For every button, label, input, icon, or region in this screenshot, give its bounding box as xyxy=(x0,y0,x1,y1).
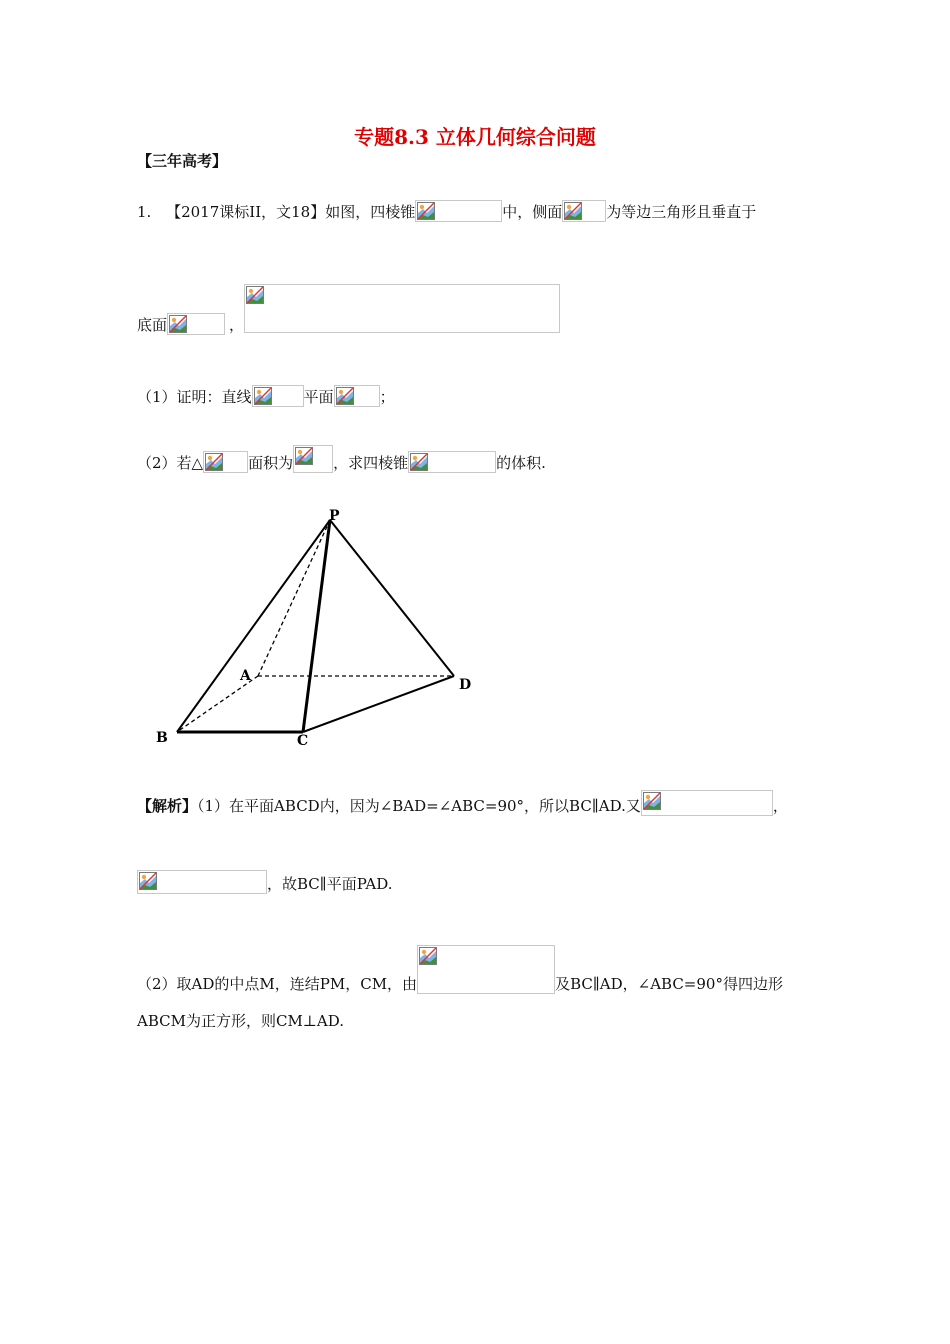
section-header: 【三年高考】 xyxy=(137,152,228,170)
question-text: 中，侧面 xyxy=(502,203,563,221)
question-text: （1）证明：直线 xyxy=(137,388,252,406)
vertex-label-D: D xyxy=(459,677,472,693)
question-text: ； xyxy=(379,388,395,406)
question-text: 为等边三角形且垂直于 xyxy=(606,203,757,221)
broken-image-icon xyxy=(169,315,187,333)
solution-text: （2）取AD的中点M，连结PM，CM，由 xyxy=(137,975,418,993)
solution-line-1 xyxy=(137,790,788,816)
formula-image xyxy=(293,445,333,473)
solution-text: （1）在平面ABCD内，因为∠BAD=∠ABC=90°，所以BC∥AD.又 xyxy=(197,797,641,815)
formula-image-large xyxy=(417,945,555,994)
formula-image xyxy=(252,385,304,407)
formula-image xyxy=(641,790,773,816)
page-title: 专题8.3 立体几何综合问题 xyxy=(354,125,596,149)
question-text: （2）若△ xyxy=(137,454,204,472)
formula-image xyxy=(167,313,225,335)
formula-image xyxy=(203,451,248,473)
solution-line-4: ABCM为正方形，则CM⊥AD. xyxy=(137,1012,345,1030)
question-text: 的体积. xyxy=(496,454,546,472)
broken-image-icon xyxy=(643,792,661,810)
question-1-line-1 xyxy=(137,200,756,222)
broken-image-icon xyxy=(410,453,428,471)
question-number: 1. xyxy=(137,203,152,221)
solution-line-2 xyxy=(137,870,393,894)
broken-image-icon xyxy=(417,202,435,220)
broken-image-icon xyxy=(564,202,582,220)
question-text: 底面 xyxy=(137,316,168,334)
question-source: 【2017课标II，文18】 xyxy=(166,203,326,221)
broken-image-icon xyxy=(205,453,223,471)
vertex-label-P: P xyxy=(329,508,340,524)
solution-tag: 【解析】 xyxy=(137,797,198,815)
vertex-label-B: B xyxy=(156,730,168,746)
formula-image xyxy=(562,200,606,222)
edge-PD xyxy=(330,520,454,676)
question-1-line-2 xyxy=(137,313,244,335)
question-text: ， xyxy=(229,316,245,334)
solution-text: 及BC∥AD，∠ABC=90°得四边形 xyxy=(555,975,783,993)
broken-image-icon xyxy=(246,286,264,304)
solution-text: ，故BC∥平面PAD. xyxy=(267,875,393,893)
vertex-label-C: C xyxy=(297,733,309,749)
broken-image-icon xyxy=(139,872,157,890)
question-text: 如图，四棱锥 xyxy=(325,203,416,221)
question-text: ，求四棱锥 xyxy=(333,454,409,472)
formula-image xyxy=(137,870,267,894)
broken-image-icon xyxy=(336,387,354,405)
formula-image-large xyxy=(244,284,560,333)
solution-text: ， xyxy=(772,797,788,815)
formula-image xyxy=(334,385,380,407)
question-text: 平面 xyxy=(303,388,334,406)
broken-image-icon xyxy=(254,387,272,405)
edge-AB-hidden xyxy=(177,676,258,732)
vertex-label-A: A xyxy=(240,668,251,684)
formula-image xyxy=(408,451,496,473)
broken-image-icon xyxy=(295,447,313,465)
question-text: 面积为 xyxy=(248,454,294,472)
pyramid-figure xyxy=(150,500,490,750)
edge-CD xyxy=(303,676,454,732)
broken-image-icon xyxy=(419,947,437,965)
formula-image xyxy=(415,200,502,222)
question-part-1 xyxy=(137,385,395,407)
solution-line-3 xyxy=(137,945,783,994)
question-part-2 xyxy=(137,445,546,473)
